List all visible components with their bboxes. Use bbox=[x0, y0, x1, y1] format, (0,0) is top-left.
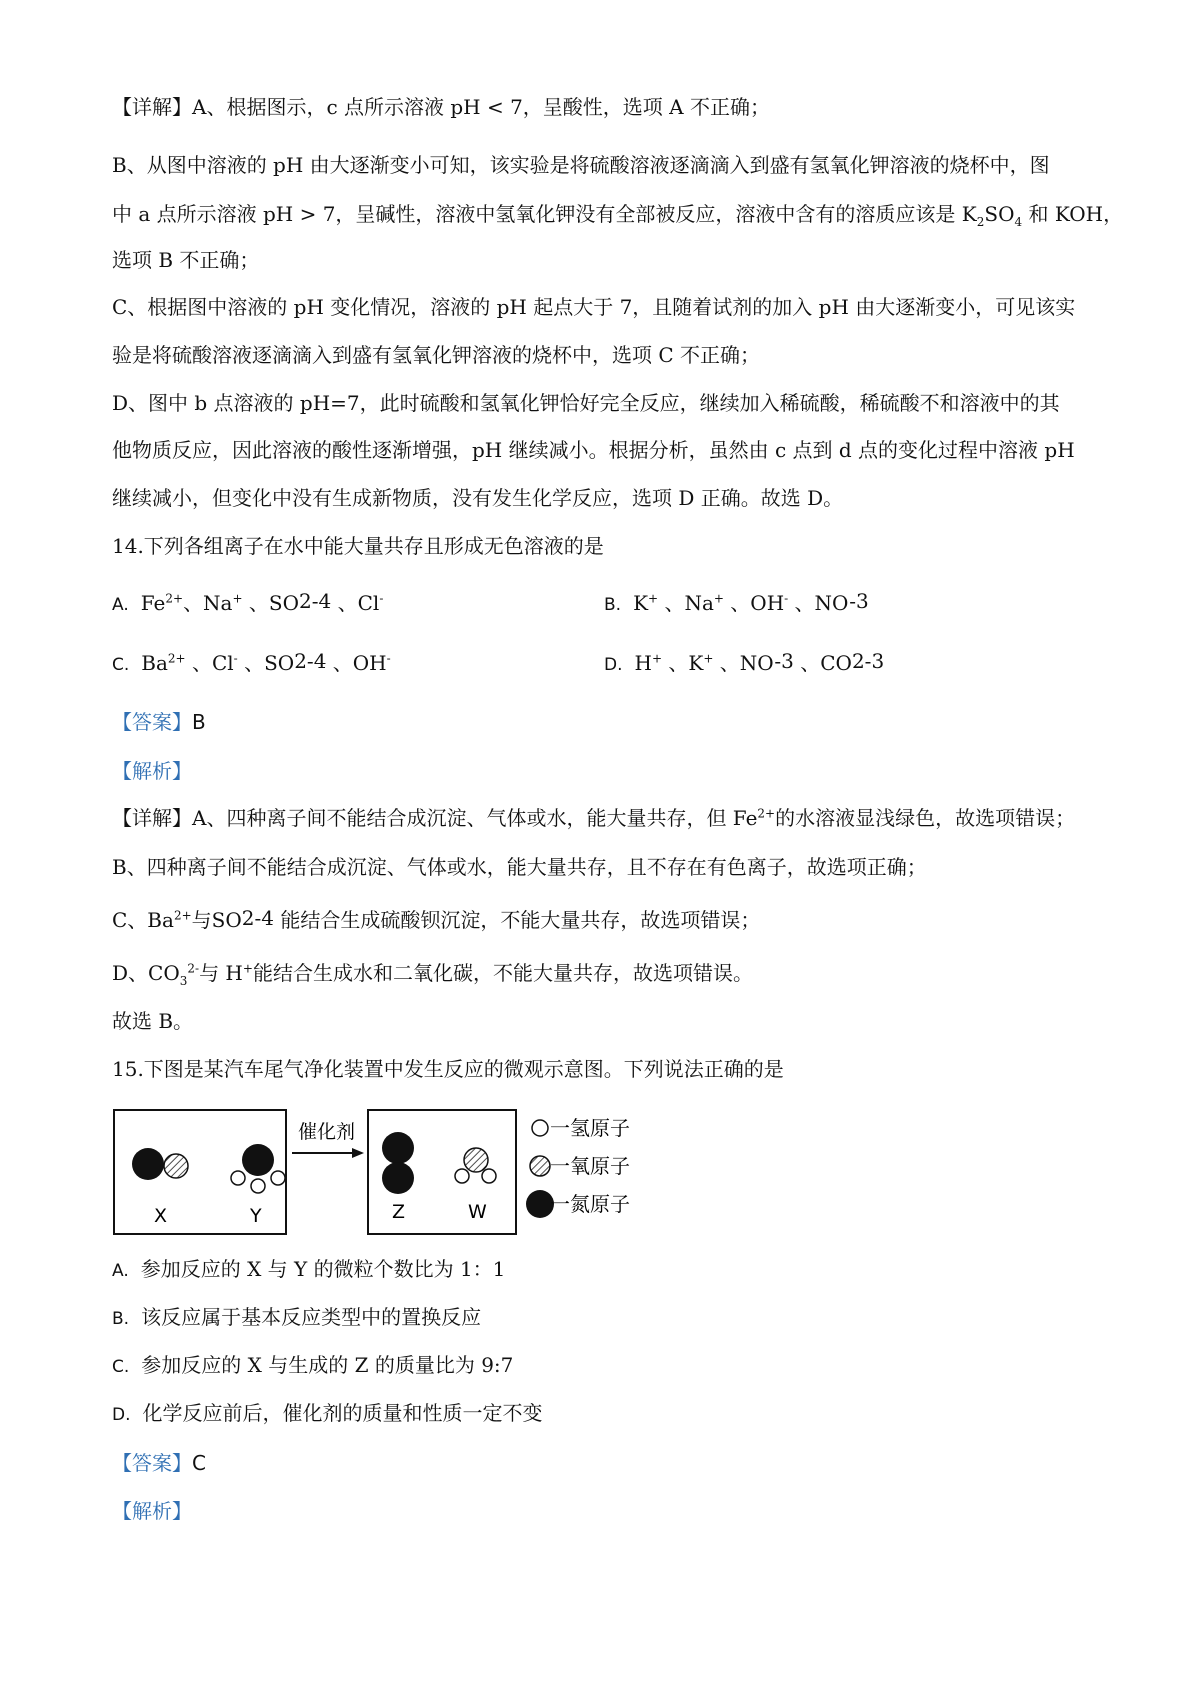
y-hydrogen-atom bbox=[231, 1171, 245, 1185]
para-detail-c-line1: C、根据图中溶液的 pH 变化情况，溶液的 pH 起点大于 7，且随着试剂的加入 pH 由大逐渐变小，可见该实 bbox=[112, 295, 1076, 319]
q14-detail-d: D、$CO_3^{2-}$与 H+能结合生成水和二氧化碳，不能大量共存，故选项错误。 bbox=[112, 961, 753, 988]
w-hydrogen-atom bbox=[455, 1169, 469, 1183]
arrow-head-icon bbox=[352, 1148, 364, 1158]
q15-option-b: B. 该反应属于基本反应类型中的置换反应 bbox=[112, 1305, 482, 1329]
q14-option-b: B. K+ 、Na+ 、OH- 、NO-3 bbox=[604, 589, 869, 615]
para-detail-d-line3: 继续减小，但变化中没有生成新物质，没有发生化学反应，选项 D 正确。故选 D。 bbox=[112, 486, 844, 510]
para-detail-d-line1: D、图中 b 点溶液的 pH=7，此时硫酸和氢氧化钾恰好完全反应，继续加入稀硫酸，稀硫酸不和溶液中的其 bbox=[112, 391, 1060, 415]
legend-nitrogen-label: 一氮原子 bbox=[550, 1192, 630, 1216]
q14-option-a: A. $Fe^{2+}$、Na+ 、SO2-4 、Cl- bbox=[112, 589, 384, 615]
q15-analysis-heading: 【解析】 bbox=[112, 1499, 192, 1523]
z-nitrogen-atom bbox=[382, 1162, 414, 1194]
q15-option-d: D. 化学反应前后，催化剂的质量和性质一定不变 bbox=[112, 1401, 543, 1425]
label-x: X bbox=[154, 1205, 168, 1227]
y-hydrogen-atom bbox=[271, 1171, 285, 1185]
q14-option-a-label: A. bbox=[112, 595, 129, 615]
legend-hydrogen-label: 一氢原子 bbox=[550, 1116, 630, 1140]
para-detail-b-line2: 中 a 点所示溶液 pH > 7，呈碱性，溶液中氢氧化钾没有全部被反应，溶液中含有的溶质应该是 $K_2SO_4$ 和 KOH， bbox=[112, 202, 1124, 229]
label-z: Z bbox=[392, 1201, 406, 1223]
para-detail-a: 【详解】A、根据图示，c 点所示溶液 pH < 7，呈酸性，选项 A 不正确； bbox=[112, 95, 770, 119]
y-hydrogen-atom bbox=[251, 1179, 265, 1193]
w-oxygen-atom bbox=[464, 1148, 488, 1172]
q15-option-c: C. 参加反应的 X 与生成的 Z 的质量比为 9:7 bbox=[112, 1353, 514, 1377]
y-nitrogen-atom bbox=[242, 1144, 274, 1176]
legend-oxygen-icon bbox=[530, 1156, 550, 1176]
label-y: Y bbox=[250, 1205, 262, 1227]
q14-option-d-label: D. bbox=[604, 655, 623, 675]
question-14-stem: 14.下列各组离子在水中能大量共存且形成无色溶液的是 bbox=[112, 534, 604, 558]
question-15-stem: 15.下图是某汽车尾气净化装置中发生反应的微观示意图。下列说法正确的是 bbox=[112, 1057, 784, 1081]
w-hydrogen-atom bbox=[482, 1169, 496, 1183]
x-nitrogen-atom bbox=[132, 1148, 164, 1180]
q14-answer: 【答案】B bbox=[112, 710, 206, 734]
q14-detail-c: C、$Ba^{2+}$与SO2-4 能结合生成硫酸钡沉淀，不能大量共存，故选项错误； bbox=[112, 906, 761, 932]
para-detail-b-line1: B、从图中溶液的 pH 由大逐渐变小可知，该实验是将硫酸溶液逐滴滴入到盛有氢氧化钾溶液的烧杯中，图 bbox=[112, 153, 1050, 177]
z-nitrogen-atom bbox=[382, 1132, 414, 1164]
q14-option-c: C. $Ba^{2+}$ 、Cl- 、SO2-4 、OH- bbox=[112, 649, 391, 675]
q15-option-a: A. 参加反应的 X 与 Y 的微粒个数比为 1：1 bbox=[112, 1257, 506, 1281]
reaction-diagram bbox=[112, 1108, 712, 1238]
q14-option-d: D. H+ 、K+ 、NO-3 、CO2-3 bbox=[604, 649, 885, 675]
q14-analysis-heading: 【解析】 bbox=[112, 759, 192, 783]
q15-answer: 【答案】C bbox=[112, 1451, 206, 1475]
x-oxygen-atom bbox=[164, 1154, 188, 1178]
label-w: W bbox=[468, 1201, 487, 1223]
q14-option-b-label: B. bbox=[604, 595, 622, 615]
legend-oxygen-label: 一氧原子 bbox=[550, 1154, 630, 1178]
q14-option-c-label: C. bbox=[112, 655, 130, 675]
legend-hydrogen-icon bbox=[532, 1120, 548, 1136]
catalyst-label: 催化剂 bbox=[298, 1121, 356, 1143]
para-detail-d-line2: 他物质反应，因此溶液的酸性逐渐增强，pH 继续减小。根据分析，虽然由 c 点到 d 点的变化过程中溶液 pH bbox=[112, 438, 1075, 462]
q14-conclusion: 故选 B。 bbox=[112, 1009, 194, 1033]
q14-detail-b: B、四种离子间不能结合成沉淀、气体或水，能大量共存，且不存在有色离子，故选项正确； bbox=[112, 855, 927, 879]
q14-detail-a: 【详解】A、四种离子间不能结合成沉淀、气体或水，能大量共存，但 $Fe^{2+}$的水溶液显浅绿色，故选项错误； bbox=[112, 806, 1076, 830]
para-detail-c-line2: 验是将硫酸溶液逐滴滴入到盛有氢氧化钾溶液的烧杯中，选项 C 不正确； bbox=[112, 343, 761, 367]
para-detail-b-line3: 选项 B 不正确； bbox=[112, 248, 260, 272]
